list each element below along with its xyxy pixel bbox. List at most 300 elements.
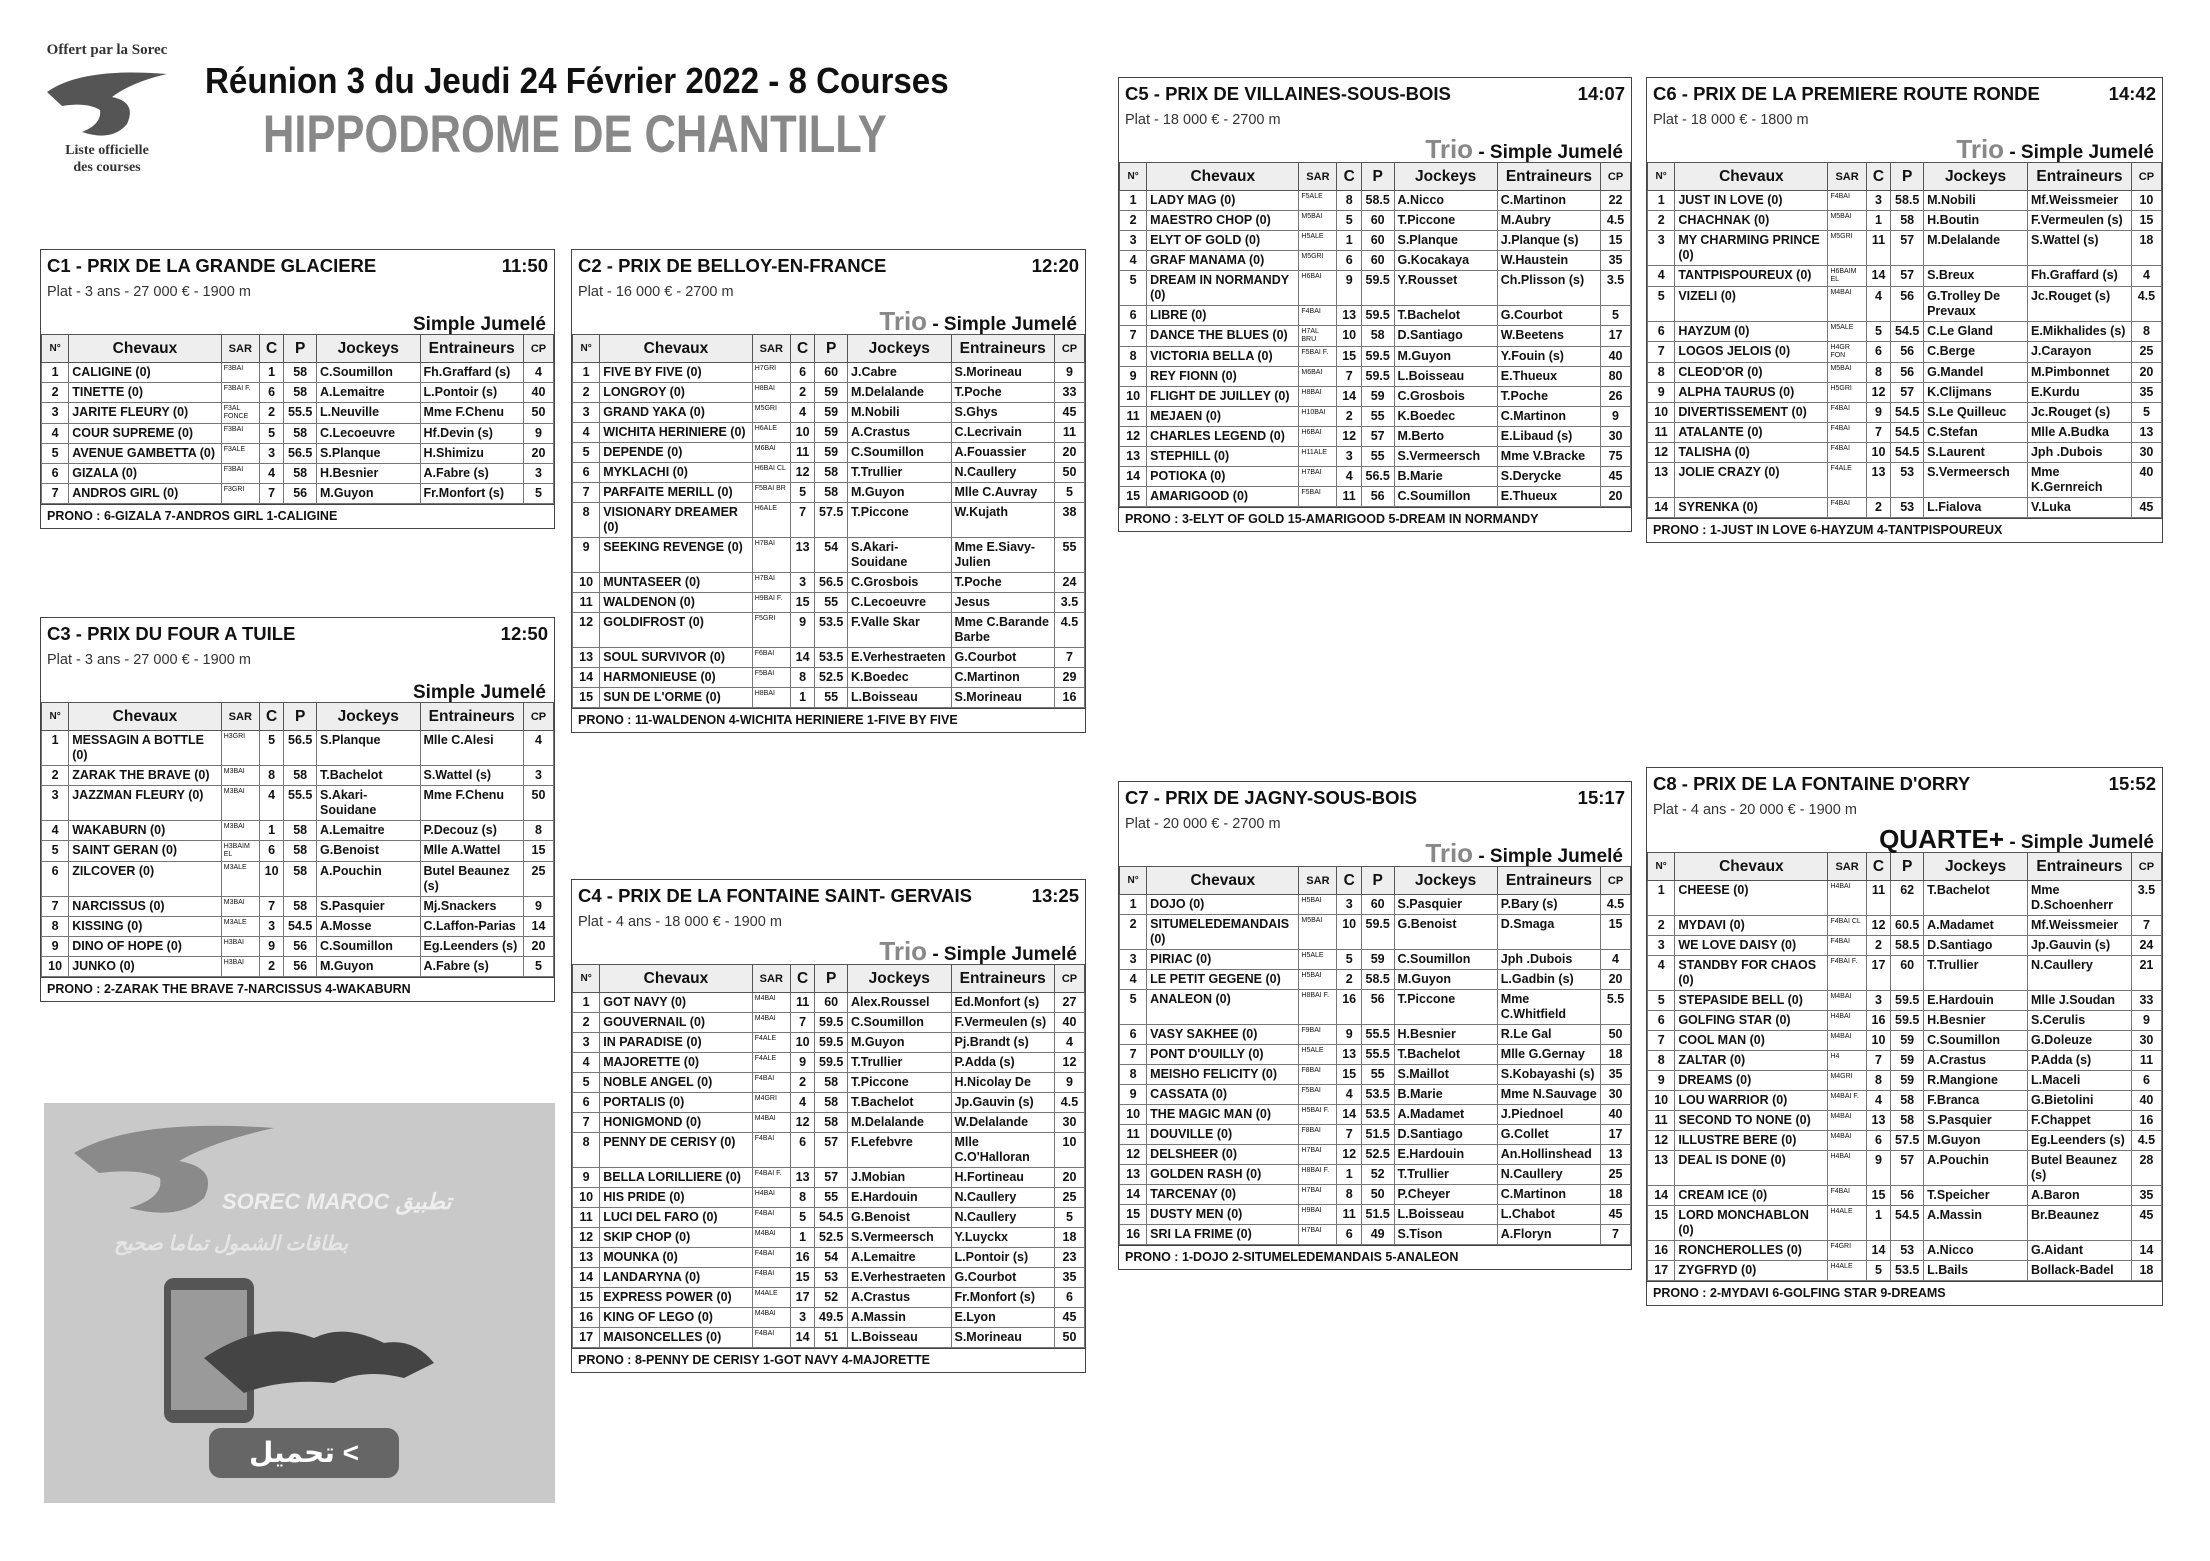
col-jockey: Jockeys (1924, 163, 2028, 191)
draw: 12 (790, 463, 815, 483)
runners-table (41, 334, 554, 504)
table-row (1120, 407, 1631, 427)
jockey: K.Clijmans (1924, 383, 2028, 403)
jockey: E.Verhestraeten (848, 648, 951, 668)
trainer: E.Kurdu (2027, 383, 2131, 403)
col-p: P (284, 335, 317, 363)
weight: 58 (815, 1093, 848, 1113)
draw: 5 (1866, 1261, 1891, 1281)
odds: 18 (1054, 1228, 1084, 1248)
odds: 7 (1601, 1225, 1631, 1245)
weight: 57 (1891, 383, 1924, 403)
trainer: N.Caullery (2027, 956, 2131, 991)
download-button[interactable]: تحميل < (209, 1428, 399, 1478)
weight: 54.5 (1891, 322, 1924, 342)
horse-name: JARITE FLEURY (0) (69, 403, 222, 424)
odds: 5 (523, 957, 553, 977)
runner-number: 8 (1648, 1051, 1675, 1071)
jockey: C.Grosbois (848, 573, 951, 593)
col-p: P (1891, 163, 1924, 191)
draw: 4 (1337, 467, 1361, 487)
trainer: R.Le Gal (1497, 1025, 1600, 1045)
jockey: S.Pasquier (1394, 895, 1497, 915)
draw: 5 (259, 424, 284, 444)
weight: 59.5 (1361, 271, 1394, 306)
runner-number: 17 (573, 1328, 600, 1348)
runner-number: 2 (573, 1013, 600, 1033)
table-header (1648, 853, 2162, 881)
runner-number: 1 (42, 731, 69, 766)
trainer: Mlle A.Wattel (420, 841, 523, 862)
odds: 24 (1054, 573, 1084, 593)
runner-number: 2 (1120, 915, 1147, 950)
weight: 55.5 (1361, 1025, 1394, 1045)
jockey: E.Hardouin (848, 1188, 951, 1208)
race-conditions: Plat - 4 ans - 20 000 € - 1900 m (1653, 802, 1857, 818)
horse-name: FLIGHT DE JUILLEY (0) (1147, 387, 1299, 407)
trainer: M.Aubry (1497, 211, 1600, 231)
jockey: K.Boedec (848, 668, 951, 688)
draw: 7 (790, 1013, 815, 1033)
runner-number: 5 (1120, 990, 1147, 1025)
table-row (573, 1168, 1085, 1188)
trainer: G.Courbot (1497, 306, 1600, 326)
sar-code: M4BAI (1828, 1111, 1866, 1131)
odds: 40 (1601, 1105, 1631, 1125)
table-row (42, 841, 554, 862)
weight: 55.5 (284, 786, 317, 821)
race-c1 (40, 249, 555, 529)
trainer: S.Ghys (951, 403, 1054, 423)
draw: 16 (790, 1248, 815, 1268)
runners-table (41, 702, 554, 977)
horse-name: ZALTAR (0) (1675, 1051, 1828, 1071)
runner-number: 1 (1648, 881, 1675, 916)
table-row (1120, 271, 1631, 306)
trainer: J.Carayon (2027, 342, 2131, 363)
weight: 60 (1361, 211, 1394, 231)
trainer: C.Martinon (1497, 1185, 1600, 1205)
runner-number: 14 (1120, 1185, 1147, 1205)
horse-name: PENNY DE CERISY (0) (600, 1133, 753, 1168)
runner-number: 2 (1120, 211, 1147, 231)
trainer: N.Caullery (1497, 1165, 1600, 1185)
table-row (573, 503, 1085, 538)
weight: 54 (815, 1248, 848, 1268)
horse-name: IN PARADISE (0) (600, 1033, 753, 1053)
table-row (1120, 970, 1631, 990)
horse-name: RONCHEROLLES (0) (1675, 1241, 1828, 1261)
jockey: C.Soumillon (848, 443, 951, 463)
horse-name: MEJAEN (0) (1147, 407, 1299, 427)
weight: 53 (1891, 463, 1924, 498)
runner-number: 8 (1120, 1065, 1147, 1085)
col-cp: CP (1601, 867, 1631, 895)
jockey: G.Benoist (1394, 915, 1497, 950)
table-row (1120, 211, 1631, 231)
sar-code: F4BAI F. (1828, 956, 1866, 991)
horse-name: GIZALA (0) (69, 464, 222, 484)
weight: 57 (1891, 266, 1924, 287)
odds: 8 (523, 821, 553, 841)
sar-code: H4ALE (1828, 1206, 1866, 1241)
runner-number: 6 (1648, 1011, 1675, 1031)
table-row (573, 613, 1085, 648)
runner-number: 11 (1120, 407, 1147, 427)
race-time: 13:25 (1031, 885, 1079, 906)
odds: 5 (2131, 403, 2161, 423)
trainer: Mme C.Barande Barbe (951, 613, 1054, 648)
runner-number: 4 (1648, 956, 1675, 991)
runners-table (572, 334, 1085, 708)
jockey: T.Trullier (1394, 1165, 1497, 1185)
bet-types (572, 306, 1085, 334)
sar-code: H7GRI (752, 363, 790, 383)
horse-name: MAJORETTE (0) (600, 1053, 753, 1073)
sar-code: H8BAI F. (1299, 990, 1337, 1025)
odds: 6 (1054, 1288, 1084, 1308)
weight: 59 (815, 423, 848, 443)
draw: 15 (1337, 347, 1361, 367)
table-header (1648, 163, 2162, 191)
odds: 30 (1601, 427, 1631, 447)
draw: 10 (259, 862, 284, 897)
horse-name: LONGROY (0) (600, 383, 753, 403)
horse-name: ALPHA TAURUS (0) (1675, 383, 1828, 403)
table-row (1120, 1025, 1631, 1045)
race-header (41, 250, 554, 282)
weight: 58 (1891, 1091, 1924, 1111)
trainer: C.Martinon (1497, 407, 1600, 427)
sar-code: F4BAI (1828, 191, 1866, 211)
runner-number: 3 (573, 403, 600, 423)
jockey: T.Piccone (848, 1073, 951, 1093)
horse-name: PARFAITE MERILL (0) (600, 483, 753, 503)
sar-code: F8BAI (1299, 1125, 1337, 1145)
horse-name: AVENUE GAMBETTA (0) (69, 444, 222, 464)
trainer: P.Adda (s) (951, 1053, 1054, 1073)
weight: 56 (1891, 1186, 1924, 1206)
trainer: E.Thueux (1497, 367, 1600, 387)
sar-code: F3BAI (221, 464, 259, 484)
sar-code: H3BAIM EL (221, 841, 259, 862)
draw: 2 (1337, 970, 1361, 990)
sar-code: H4BAI (1828, 1151, 1866, 1186)
weight: 59 (1361, 387, 1394, 407)
jockey: T.Bachelot (1924, 881, 2028, 916)
weight: 59 (815, 403, 848, 423)
jockey: M.Guyon (1394, 970, 1497, 990)
horse-name: DREAMS (0) (1675, 1071, 1828, 1091)
draw: 2 (790, 383, 815, 403)
col-sar: SAR (752, 335, 790, 363)
sar-code: M5GRI (1828, 231, 1866, 266)
jockey: P.Cheyer (1394, 1185, 1497, 1205)
runner-number: 7 (1648, 342, 1675, 363)
col-number: N° (1120, 163, 1147, 191)
sar-code: H6BAI (1299, 271, 1337, 306)
weight: 60 (815, 993, 848, 1013)
table-row (573, 1288, 1085, 1308)
table-row (1648, 211, 2162, 231)
jockey: C.Berge (1924, 342, 2028, 363)
jockey: C.Stefan (1924, 423, 2028, 443)
trainer: Mlle C.O'Halloran (951, 1133, 1054, 1168)
jockey: M.Delalande (848, 383, 951, 403)
table-row (1648, 936, 2162, 956)
bet-trio: Trio (879, 936, 928, 966)
horse-name: THE MAGIC MAN (0) (1147, 1105, 1299, 1125)
sar-code: M3BAI (221, 786, 259, 821)
jockey: C.Soumillon (848, 1013, 951, 1033)
weight: 59.5 (815, 1013, 848, 1033)
race-conditions: Plat - 18 000 € - 2700 m (1125, 112, 1281, 128)
odds: 4 (2131, 266, 2161, 287)
sar-code: M4ALE (752, 1288, 790, 1308)
odds: 9 (523, 897, 553, 917)
bet-trio: Trio (1956, 134, 2005, 164)
table-row (1120, 447, 1631, 467)
jockey: S.Pasquier (317, 897, 420, 917)
trainer: P.Adda (s) (2027, 1051, 2131, 1071)
runner-number: 16 (1120, 1225, 1147, 1245)
jockey: T.Speicher (1924, 1186, 2028, 1206)
jockey: T.Bachelot (1394, 306, 1497, 326)
trainer: Mme F.Chenu (420, 403, 523, 424)
horse-name: CREAM ICE (0) (1675, 1186, 1828, 1206)
weight: 53.5 (1891, 1261, 1924, 1281)
weight: 50 (1361, 1185, 1394, 1205)
trainer: Ch.Plisson (s) (1497, 271, 1600, 306)
col-p: P (815, 335, 848, 363)
sar-code: F4BAI (1828, 443, 1866, 463)
odds: 18 (2131, 231, 2161, 266)
table-row (1648, 916, 2162, 936)
runner-number: 1 (1648, 191, 1675, 211)
sar-code: M4BAI (752, 993, 790, 1013)
horse-name: MYDAVI (0) (1675, 916, 1828, 936)
weight: 56.5 (1361, 467, 1394, 487)
horse-name: MEISHO FELICITY (0) (1147, 1065, 1299, 1085)
odds: 20 (523, 444, 553, 464)
draw: 2 (1866, 936, 1891, 956)
draw: 3 (790, 1308, 815, 1328)
sar-code: H5BAI (1299, 970, 1337, 990)
trainer: S.Derycke (1497, 467, 1600, 487)
trainer: J.Planque (s) (1497, 231, 1600, 251)
table-row (1648, 266, 2162, 287)
trainer: S.Wattel (s) (2027, 231, 2131, 266)
bet-types (572, 936, 1085, 964)
weight: 59 (815, 383, 848, 403)
weight: 53 (1891, 498, 1924, 518)
table-row (42, 766, 554, 786)
runners-table (1119, 162, 1631, 507)
trainer: Pj.Brandt (s) (951, 1033, 1054, 1053)
jockey: A.Crastus (1924, 1051, 2028, 1071)
trainer: Butel Beaunez (s) (2027, 1151, 2131, 1186)
draw: 1 (1337, 231, 1361, 251)
horse-name: JUNKO (0) (69, 957, 222, 977)
horse-name: LIBRE (0) (1147, 306, 1299, 326)
jockey: H.Besnier (317, 464, 420, 484)
trainer: N.Caullery (951, 1188, 1054, 1208)
trainer: G.Courbot (951, 1268, 1054, 1288)
prono: PRONO : 2-ZARAK THE BRAVE 7-NARCISSUS 4-WAKABURN (41, 977, 554, 1001)
table-row (1648, 1011, 2162, 1031)
sar-code: H6BAI (1299, 427, 1337, 447)
odds: 9 (2131, 1011, 2161, 1031)
odds: 17 (1601, 326, 1631, 347)
runner-number: 16 (1648, 1241, 1675, 1261)
bet-trio: Trio (1425, 838, 1474, 868)
draw: 10 (790, 423, 815, 443)
draw: 11 (1337, 487, 1361, 507)
horse-name: ANDROS GIRL (0) (69, 484, 222, 504)
horse-name: AMARIGOOD (0) (1147, 487, 1299, 507)
jockey: G.Benoist (848, 1208, 951, 1228)
sar-code: M5BAI (1828, 363, 1866, 383)
odds: 45 (1601, 467, 1631, 487)
table-row (1648, 383, 2162, 403)
table-header (573, 965, 1085, 993)
horse-name: PORTALIS (0) (600, 1093, 753, 1113)
table-row (1648, 1071, 2162, 1091)
prono: PRONO : 6-GIZALA 7-ANDROS GIRL 1-CALIGINE (41, 504, 554, 528)
jockey: A.Massin (1924, 1206, 2028, 1241)
jockey: A.Pouchin (317, 862, 420, 897)
jockey: C.Soumillon (1394, 950, 1497, 970)
weight: 59.5 (815, 1033, 848, 1053)
jockey: A.Crastus (848, 1288, 951, 1308)
odds: 4 (1054, 1033, 1084, 1053)
odds: 7 (2131, 916, 2161, 936)
race-name: C4 - PRIX DE LA FONTAINE SAINT- GERVAIS (578, 885, 973, 906)
table-row (42, 862, 554, 897)
table-row (1648, 342, 2162, 363)
runner-number: 5 (42, 841, 69, 862)
weight: 55.5 (284, 403, 317, 424)
table-row (573, 538, 1085, 573)
col-horse: Chevaux (1147, 163, 1299, 191)
race-name: C2 - PRIX DE BELLOY-EN-FRANCE (578, 255, 887, 276)
weight: 58.5 (1891, 191, 1924, 211)
col-c: C (1337, 163, 1361, 191)
jockey: M.Guyon (317, 484, 420, 504)
race-conditions: Plat - 3 ans - 27 000 € - 1900 m (47, 284, 251, 300)
table-row (42, 464, 554, 484)
trainer: W.Beetens (1497, 326, 1600, 347)
runner-number: 4 (1120, 970, 1147, 990)
promo-brand: SOREC MAROC تطبيق (222, 1189, 452, 1214)
horse-name: DEAL IS DONE (0) (1675, 1151, 1828, 1186)
table-row (573, 1268, 1085, 1288)
draw: 6 (1337, 251, 1361, 271)
odds: 25 (1054, 1188, 1084, 1208)
draw: 17 (790, 1288, 815, 1308)
sar-code: H7BAI (1299, 1185, 1337, 1205)
weight: 57 (815, 1133, 848, 1168)
runner-number: 1 (1120, 895, 1147, 915)
sar-code: H6ALE (752, 503, 790, 538)
horse-name: SITUMELEDEMANDAIS (0) (1147, 915, 1299, 950)
col-number: N° (42, 703, 69, 731)
draw: 11 (790, 443, 815, 463)
draw: 4 (790, 1093, 815, 1113)
odds: 8 (2131, 322, 2161, 342)
trainer: V.Luka (2027, 498, 2131, 518)
weight: 60 (815, 363, 848, 383)
odds: 30 (1601, 1085, 1631, 1105)
jockey: C.Grosbois (1394, 387, 1497, 407)
odds: 45 (2131, 1206, 2161, 1241)
odds: 14 (523, 917, 553, 937)
race-c4 (571, 879, 1086, 1373)
table-header (1120, 163, 1631, 191)
trainer: S.Morineau (951, 363, 1054, 383)
trainer: A.Fabre (s) (420, 464, 523, 484)
sar-code: F3BAI (221, 424, 259, 444)
race-header (1119, 78, 1631, 110)
odds: 35 (1601, 251, 1631, 271)
table-row (573, 1308, 1085, 1328)
draw: 3 (1337, 447, 1361, 467)
trainer: P.Bary (s) (1497, 895, 1600, 915)
table-row (1120, 251, 1631, 271)
horse-name: GOLFING STAR (0) (1675, 1011, 1828, 1031)
table-row (42, 383, 554, 403)
table-row (573, 993, 1085, 1013)
table-row (1120, 306, 1631, 326)
runner-number: 10 (1120, 387, 1147, 407)
draw: 10 (1337, 915, 1361, 950)
race-header (572, 880, 1085, 912)
trainer: A.Fabre (s) (420, 957, 523, 977)
col-sar: SAR (221, 335, 259, 363)
odds: 18 (1601, 1185, 1631, 1205)
sar-code: M5BAI (1828, 211, 1866, 231)
jockey: S.Akari-Souidane (848, 538, 951, 573)
race-c6 (1646, 77, 2163, 543)
table-row (573, 648, 1085, 668)
sar-code: H5GRI (1828, 383, 1866, 403)
sar-code: F5BAI (752, 668, 790, 688)
horse-name: ELYT OF GOLD (0) (1147, 231, 1299, 251)
sar-code: H5BAI F. (1299, 1105, 1337, 1125)
draw: 10 (1337, 326, 1361, 347)
runner-number: 10 (573, 573, 600, 593)
weight: 53.5 (815, 648, 848, 668)
bet-trio: Trio (879, 306, 928, 336)
sar-code: M4BAI (752, 1308, 790, 1328)
odds: 18 (2131, 1261, 2161, 1281)
sar-code: F3AL FONCE (221, 403, 259, 424)
sar-code: F5BAI BR (752, 483, 790, 503)
sorec-app-promo[interactable] (44, 1103, 555, 1503)
table-row (1648, 956, 2162, 991)
table-row (1648, 191, 2162, 211)
weight: 58 (284, 363, 317, 383)
draw: 8 (1337, 191, 1361, 211)
race-time: 14:42 (2108, 83, 2156, 104)
col-sar: SAR (1299, 163, 1337, 191)
col-trainer: Entraineurs (1497, 163, 1600, 191)
trainer: C.Martinon (1497, 191, 1600, 211)
draw: 5 (1337, 211, 1361, 231)
draw: 9 (790, 613, 815, 648)
odds: 3 (523, 464, 553, 484)
trainer: Mme C.Whitfield (1497, 990, 1600, 1025)
